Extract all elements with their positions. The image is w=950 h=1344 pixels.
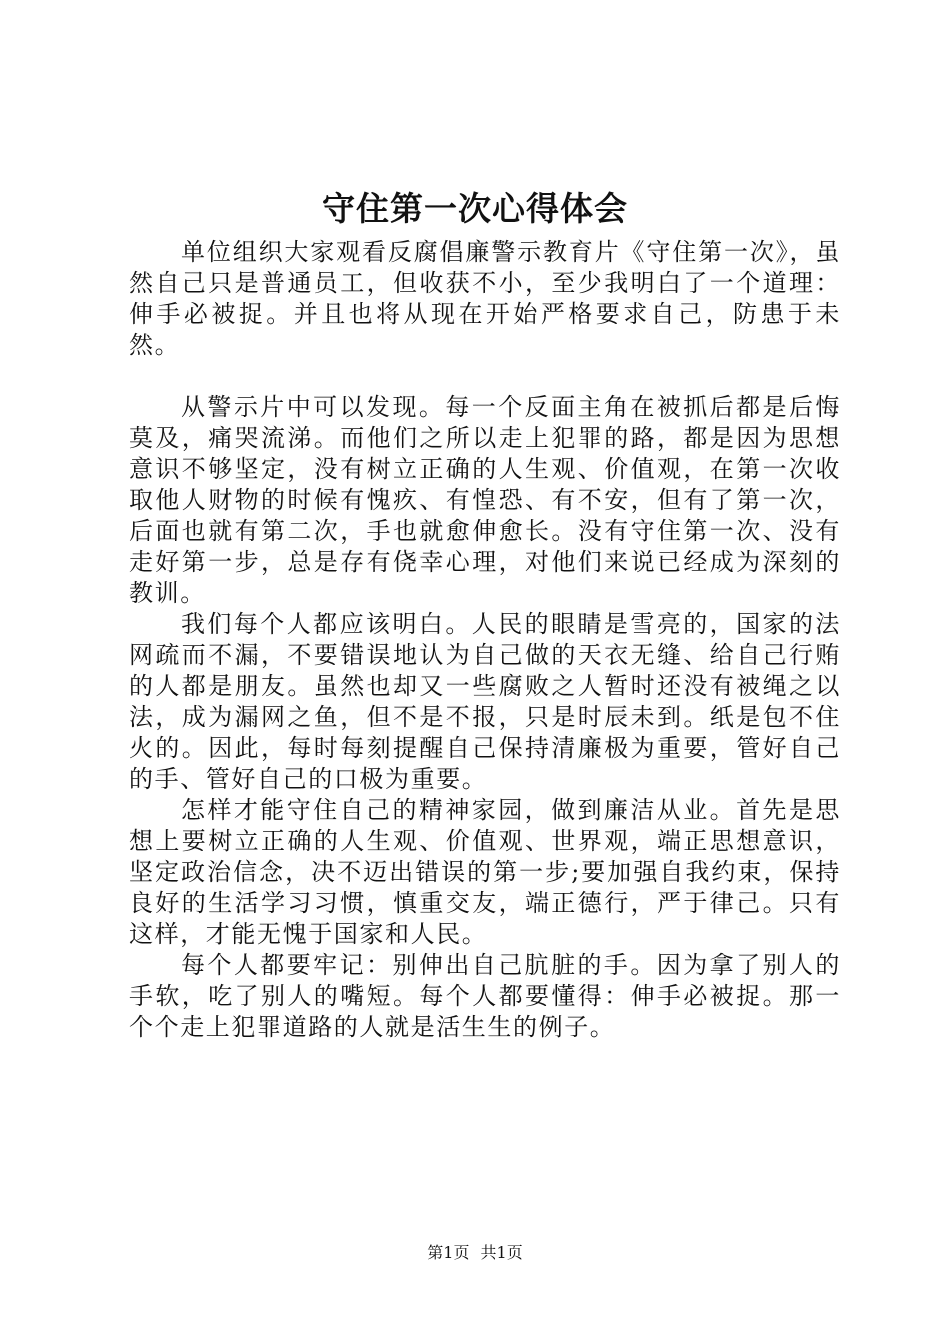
page-total: 共1页 <box>480 1243 523 1262</box>
page-footer <box>0 1242 950 1264</box>
paragraph: 怎样才能守住自己的精神家园，做到廉洁从业。首先是思想上要树立正确的人生观、价值观、世界观，端正思想意识，坚定政治信念，决不迈出错误的第一步;要加强自我约束，保持良好的生活学习习惯，慎重交友，端正德行，严于律己。只有这样，才能无愧于国家和人民。 <box>129 796 841 948</box>
paragraph: 我们每个人都应该明白。人民的眼睛是雪亮的，国家的法网疏而不漏，不要错误地认为自己做的天衣无缝、给自己行贿的人都是朋友。虽然也却又一些腐败之人暂时还没有被绳之以法，成为漏网之鱼，但不是不报，只是时辰未到。纸是包不住火的。因此，每时每刻提醒自己保持清廉极为重要，管好自己的手、管好自己的口极为重要。 <box>129 610 841 793</box>
document-body <box>129 237 841 1043</box>
paragraph: 从警示片中可以发现。每一个反面主角在被抓后都是后悔莫及，痛哭流涕。而他们之所以走上犯罪的路，都是因为思想意识不够坚定，没有树立正确的人生观、价值观，在第一次收取他人财物的时候有愧疚、有惶恐、有不安，但有了第一次，后面也就有第二次，手也就愈伸愈长。没有守住第一次、没有走好第一步，总是存有侥幸心理，对他们来说已经成为深刻的教训。 <box>129 393 841 607</box>
paragraph: 单位组织大家观看反腐倡廉警示教育片《守住第一次》，虽然自己只是普通员工，但收获不小，至少我明白了一个道理：伸手必被捉。并且也将从现在开始严格要求自己，防患于未然。 <box>129 238 841 359</box>
paragraph: 每个人都要牢记：别伸出自己肮脏的手。因为拿了别人的手软，吃了别人的嘴短。每个人都要懂得：伸手必被捉。那一个个走上犯罪道路的人就是活生生的例子。 <box>129 951 841 1041</box>
page-number: 第1页 <box>427 1243 470 1262</box>
document-title: 守住第一次心得体会 <box>322 189 628 228</box>
